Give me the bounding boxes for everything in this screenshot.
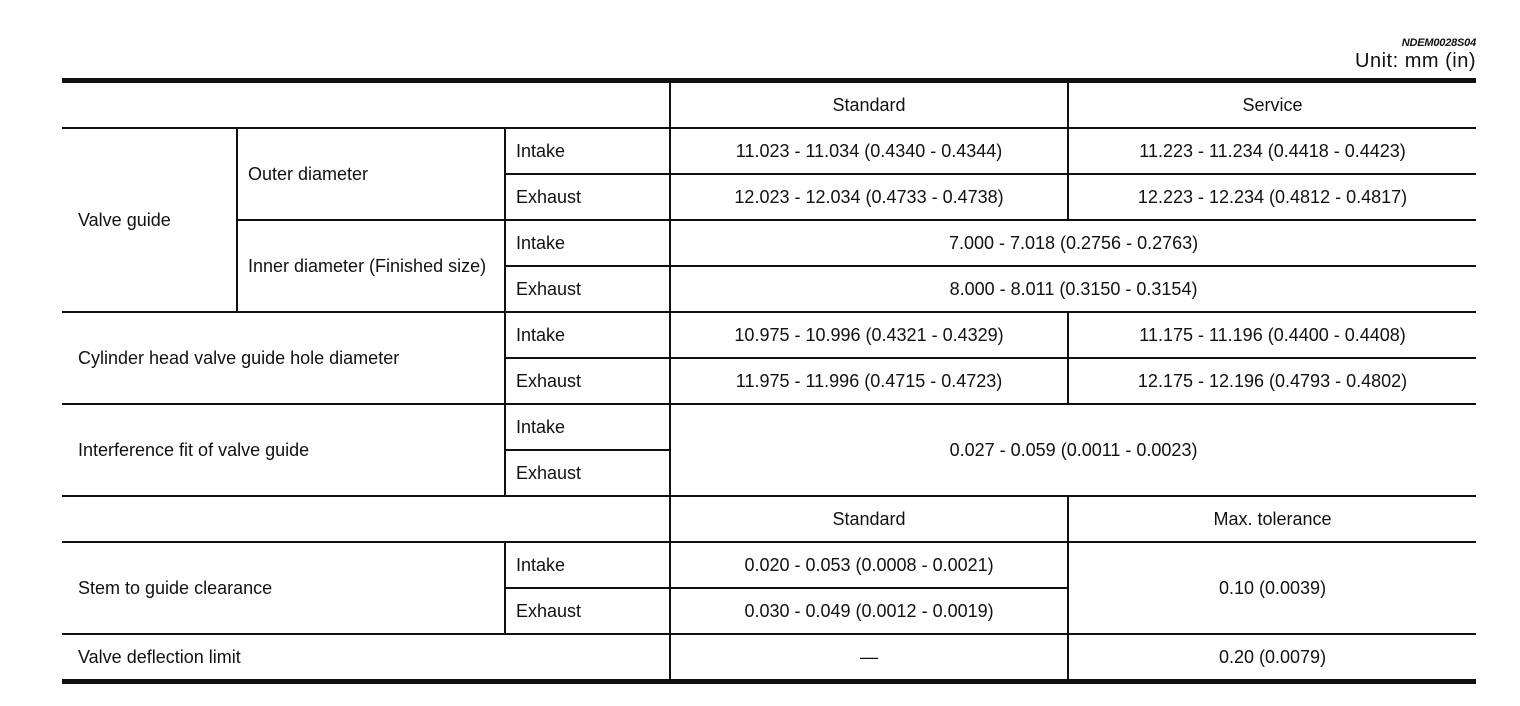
table-row <box>62 220 1476 266</box>
interference-fit-intake-label: Intake <box>505 404 670 450</box>
outer-diameter-intake-service: 11.223 - 11.234 (0.4418 - 0.4423) <box>1068 128 1476 174</box>
table-row <box>62 634 1476 682</box>
header-max-tolerance: Max. tolerance <box>1068 496 1476 542</box>
table-row <box>62 128 1476 174</box>
valve-guide-spec-table <box>62 78 1476 684</box>
valve-guide-label: Valve guide <box>62 128 237 312</box>
hole-diameter-intake-label: Intake <box>505 312 670 358</box>
header-service: Service <box>1068 81 1476 129</box>
document-code: NDEM0028S04 <box>1401 37 1476 49</box>
table-header-row <box>62 81 1476 129</box>
hole-diameter-intake-standard: 10.975 - 10.996 (0.4321 - 0.4329) <box>670 312 1068 358</box>
header-standard-2: Standard <box>670 496 1068 542</box>
table-row <box>62 404 1476 450</box>
stem-clearance-exhaust-standard: 0.030 - 0.049 (0.0012 - 0.0019) <box>670 588 1068 634</box>
outer-diameter-label: Outer diameter <box>237 128 505 220</box>
hole-diameter-label: Cylinder head valve guide hole diameter <box>62 312 505 404</box>
outer-diameter-intake-label: Intake <box>505 128 670 174</box>
deflection-limit-label: Valve deflection limit <box>62 634 670 682</box>
stem-clearance-label: Stem to guide clearance <box>62 542 505 634</box>
outer-diameter-exhaust-standard: 12.023 - 12.034 (0.4733 - 0.4738) <box>670 174 1068 220</box>
stem-clearance-max-tolerance: 0.10 (0.0039) <box>1068 542 1476 634</box>
inner-diameter-exhaust-value: 8.000 - 8.011 (0.3150 - 0.3154) <box>670 266 1476 312</box>
inner-diameter-intake-label: Intake <box>505 220 670 266</box>
outer-diameter-intake-standard: 11.023 - 11.034 (0.4340 - 0.4344) <box>670 128 1068 174</box>
inner-diameter-exhaust-label: Exhaust <box>505 266 670 312</box>
deflection-limit-max-tolerance: 0.20 (0.0079) <box>1068 634 1476 682</box>
hole-diameter-exhaust-standard: 11.975 - 11.996 (0.4715 - 0.4723) <box>670 358 1068 404</box>
hole-diameter-exhaust-label: Exhaust <box>505 358 670 404</box>
interference-fit-label: Interference fit of valve guide <box>62 404 505 496</box>
hole-diameter-intake-service: 11.175 - 11.196 (0.4400 - 0.4408) <box>1068 312 1476 358</box>
outer-diameter-exhaust-service: 12.223 - 12.234 (0.4812 - 0.4817) <box>1068 174 1476 220</box>
header-blank-cell <box>62 81 670 129</box>
interference-fit-exhaust-label: Exhaust <box>505 450 670 496</box>
interference-fit-value: 0.027 - 0.059 (0.0011 - 0.0023) <box>670 404 1476 496</box>
table-header-row <box>62 496 1476 542</box>
outer-diameter-exhaust-label: Exhaust <box>505 174 670 220</box>
stem-clearance-intake-standard: 0.020 - 0.053 (0.0008 - 0.0021) <box>670 542 1068 588</box>
header-standard: Standard <box>670 81 1068 129</box>
table-row <box>62 312 1476 358</box>
stem-clearance-exhaust-label: Exhaust <box>505 588 670 634</box>
table-row <box>62 542 1476 588</box>
deflection-limit-standard: — <box>670 634 1068 682</box>
hole-diameter-exhaust-service: 12.175 - 12.196 (0.4793 - 0.4802) <box>1068 358 1476 404</box>
header-blank-cell <box>62 496 670 542</box>
unit-label: Unit: mm (in) <box>1355 50 1476 72</box>
stem-clearance-intake-label: Intake <box>505 542 670 588</box>
inner-diameter-intake-value: 7.000 - 7.018 (0.2756 - 0.2763) <box>670 220 1476 266</box>
inner-diameter-label: Inner diameter (Finished size) <box>237 220 505 312</box>
